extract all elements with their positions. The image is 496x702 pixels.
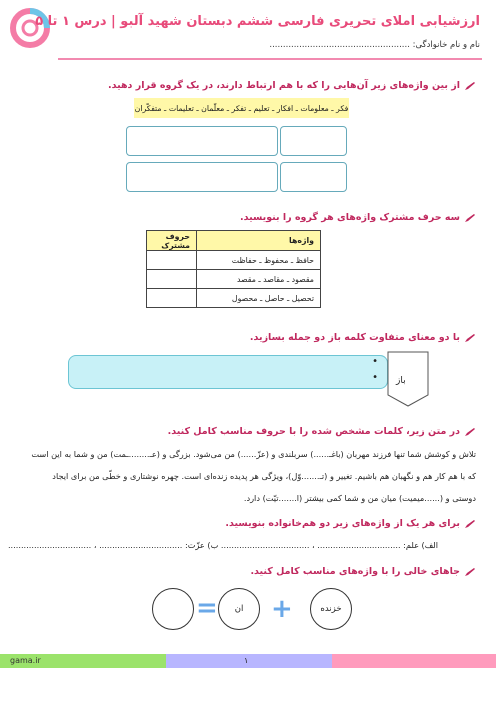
footer-site[interactable]: gama.ir bbox=[10, 656, 41, 665]
question-6-text: جاهای خالی را با واژه‌های مناسب کامل کنید. bbox=[250, 566, 460, 577]
equals-icon: = bbox=[196, 593, 218, 623]
pencil-icon bbox=[464, 427, 476, 437]
question-5 bbox=[225, 518, 476, 529]
paragraph-line-2: که با هم کار هم و نگهبان هم باشیم. تغییر و (تـ.......وّل)، ویژگی هر پدیده زنده‌ای است. چهره نوشتاری و خطّی من برای ایجاد bbox=[52, 471, 476, 481]
baz-tag-label: باز bbox=[396, 376, 406, 386]
table-cell-answer[interactable] bbox=[147, 270, 197, 289]
answer-circle[interactable] bbox=[152, 588, 194, 630]
table-cell-words: تحصیل ـ حاصل ـ محصول bbox=[197, 289, 321, 308]
table-row bbox=[147, 251, 321, 270]
footer-band-pink bbox=[332, 654, 496, 668]
word-circle-1: خزنده bbox=[310, 588, 352, 630]
header-common: حروف مشترک bbox=[147, 231, 197, 251]
plus-icon: + bbox=[271, 594, 293, 624]
header-divider bbox=[58, 58, 482, 60]
question-4-text: در متن زیر، کلمات مشخص شده را با حروف مناسب کامل کنید. bbox=[167, 426, 460, 437]
common-letters-table bbox=[146, 230, 321, 308]
table-cell-words: حافظ ـ محفوظ ـ حفاظت bbox=[197, 251, 321, 270]
student-name-line: نام و نام خانوادگی: .................................................... bbox=[269, 40, 480, 50]
paragraph-line-1: تلاش و کوشش شما تنها فرزند مهربان (باغـ......) سربلندی و (عزّ......) من می‌شود. بزرگی و (عـ........ـمت) من و شما به این است bbox=[31, 449, 476, 459]
pencil-icon bbox=[464, 81, 476, 91]
group-box-2b[interactable] bbox=[280, 162, 347, 192]
pencil-icon bbox=[464, 567, 476, 577]
footer-band-purple bbox=[166, 654, 332, 668]
table-cell-answer[interactable] bbox=[147, 289, 197, 308]
word-list: فکر ـ معلومات ـ افکار ـ تعلیم ـ تفکر ـ معلّمان ـ تعلیمات ـ متفکّران bbox=[134, 98, 349, 118]
page-title: ارزشیابی املای تحریری فارسی ششم دبستان شهید آلبو | درس ۱ تا ۵ bbox=[35, 14, 480, 29]
family-words-line: الف) علم: ................................ ، .................................. ب) عزّت: ................................ ، ................................ bbox=[7, 540, 438, 550]
pencil-icon bbox=[464, 213, 476, 223]
question-2-text: سه حرف مشترک واژه‌های هر گروه را بنویسید. bbox=[240, 212, 460, 223]
table-cell-answer[interactable] bbox=[147, 251, 197, 270]
table-row bbox=[147, 289, 321, 308]
question-3-text: با دو معنای متفاوت کلمه باز دو جمله بسازید. bbox=[249, 332, 460, 343]
pencil-icon bbox=[464, 333, 476, 343]
group-box-1a[interactable] bbox=[126, 126, 278, 156]
table-cell-words: مقصود ـ مقاصد ـ مقصد bbox=[197, 270, 321, 289]
sentence-answer-box[interactable] bbox=[68, 355, 388, 389]
question-2 bbox=[240, 212, 476, 223]
paragraph-line-3: دوستی و (......میمیت) میان من و شما کمی بیشتر (ا.......تیّت) دارد. bbox=[243, 493, 476, 503]
table-header-row bbox=[147, 231, 321, 251]
question-4 bbox=[168, 426, 476, 437]
group-box-1b[interactable] bbox=[280, 126, 347, 156]
question-6 bbox=[250, 566, 476, 577]
question-3 bbox=[250, 332, 476, 343]
page-number: ۱ bbox=[244, 656, 249, 665]
question-1 bbox=[108, 80, 476, 91]
header-words: واژه‌ها bbox=[197, 231, 321, 251]
baz-tag-shape bbox=[387, 351, 429, 407]
bullet-1: • bbox=[372, 356, 378, 367]
word-circle-2: ان bbox=[218, 588, 260, 630]
pencil-icon bbox=[464, 519, 476, 529]
question-1-text: از بین واژه‌های زیر آن‌هایی را که با هم ارتباط دارند، در یک گروه قرار دهید. bbox=[107, 80, 460, 91]
table-row bbox=[147, 270, 321, 289]
bullet-2: • bbox=[372, 372, 378, 383]
group-box-2a[interactable] bbox=[126, 162, 278, 192]
question-5-text: برای هر یک از واژه‌های زیر دو هم‌خانواده بنویسید. bbox=[225, 518, 460, 529]
